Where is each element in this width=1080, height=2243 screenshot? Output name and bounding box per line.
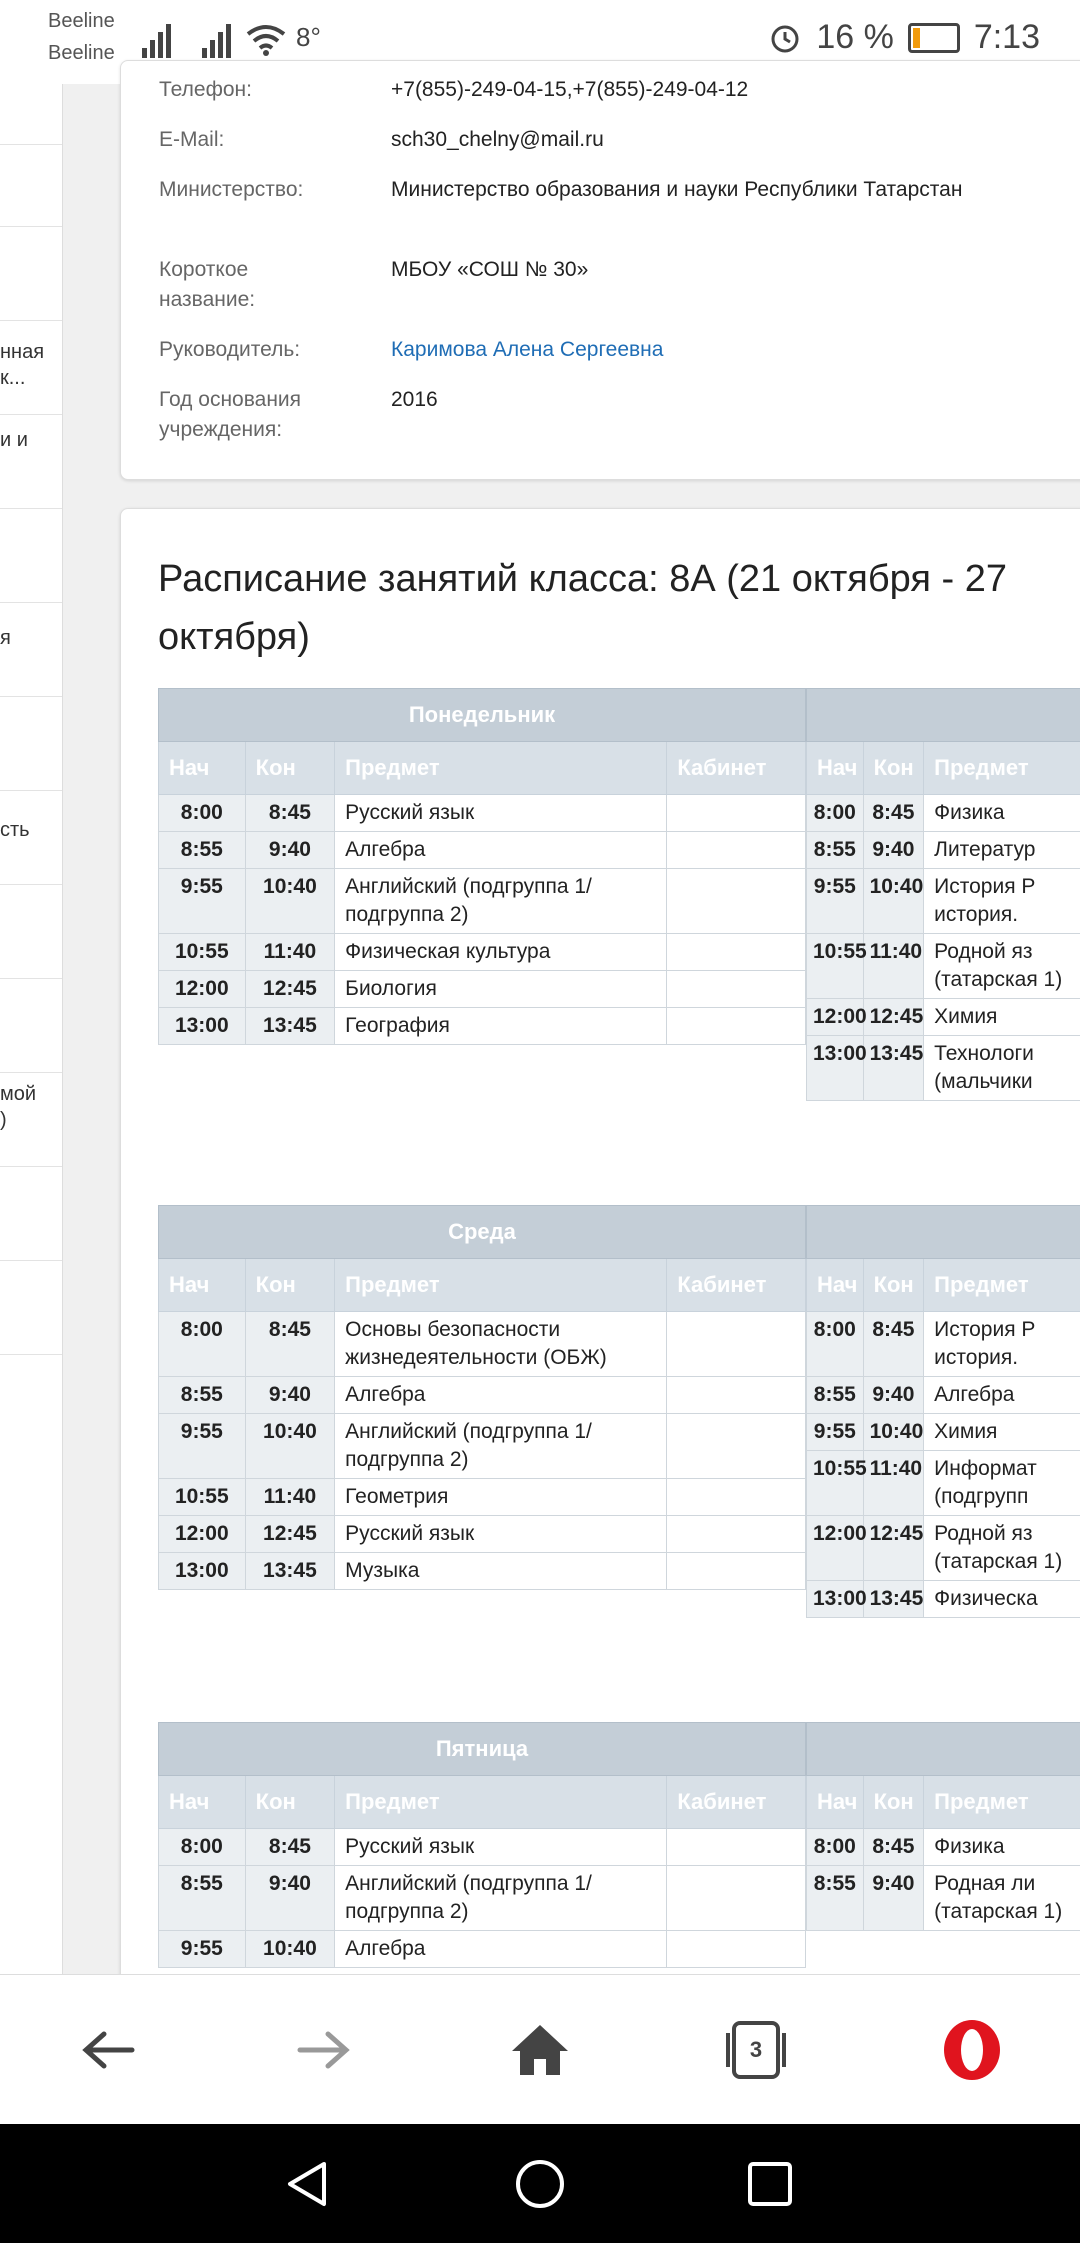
lesson-room xyxy=(667,795,806,832)
day-header-row xyxy=(159,1206,806,1259)
lesson-end: 9:40 xyxy=(245,1866,335,1931)
wifi-icon xyxy=(246,24,286,56)
opera-menu-button[interactable] xyxy=(912,1975,1032,2125)
lesson-end: 12:45 xyxy=(245,1516,335,1553)
lesson-end: 8:45 xyxy=(863,1312,924,1377)
lesson-row xyxy=(159,1866,806,1931)
lesson-row xyxy=(807,832,1080,869)
sidebar-item[interactable] xyxy=(0,696,62,791)
day-name xyxy=(807,689,1080,742)
lesson-end: 8:45 xyxy=(245,795,335,832)
lesson-row xyxy=(807,1377,1080,1414)
lesson-subject: Литератур xyxy=(924,832,1080,869)
day-table-monday xyxy=(158,688,806,1045)
home-icon xyxy=(510,2023,570,2077)
lesson-subject: Физическа xyxy=(924,1581,1080,1618)
sidebar-item[interactable] xyxy=(0,414,62,509)
lesson-end: 10:40 xyxy=(863,1414,924,1451)
info-label: Министерство: xyxy=(159,178,304,201)
lesson-subject: Алгебра xyxy=(335,1931,667,1968)
lesson-subject: История Р история. xyxy=(924,1312,1080,1377)
col-header-start: Нач xyxy=(159,1259,246,1312)
lesson-end: 8:45 xyxy=(863,795,924,832)
sidebar-item[interactable] xyxy=(0,602,62,697)
sidebar-item-label: и и xyxy=(0,429,28,451)
column-header-row xyxy=(159,1776,806,1829)
opera-logo-icon xyxy=(940,2018,1004,2082)
col-header-subject: Предмет xyxy=(335,1776,667,1829)
system-navigation-bar xyxy=(0,2124,1080,2243)
lesson-row xyxy=(159,1312,806,1377)
lesson-start: 8:00 xyxy=(807,1829,864,1866)
lesson-start: 8:55 xyxy=(159,1377,246,1414)
lesson-row xyxy=(159,1516,806,1553)
lesson-end: 9:40 xyxy=(863,832,924,869)
lesson-row xyxy=(159,832,806,869)
info-label: Руководитель: xyxy=(159,338,301,361)
day-header-row xyxy=(807,1206,1080,1259)
battery-icon xyxy=(908,23,960,53)
lesson-end: 9:40 xyxy=(863,1377,924,1414)
arrow-left-icon xyxy=(80,2028,136,2072)
director-link[interactable]: Каримова Алена Сергеевна xyxy=(391,338,664,361)
lesson-start: 8:55 xyxy=(807,1377,864,1414)
column-header-row xyxy=(159,1259,806,1312)
home-button[interactable] xyxy=(480,1975,600,2125)
lesson-subject: Музыка xyxy=(335,1553,667,1590)
lesson-subject: Химия xyxy=(924,999,1080,1036)
info-value: 2016 xyxy=(391,388,438,411)
info-label: Телефон: xyxy=(159,78,252,101)
lesson-end: 8:45 xyxy=(245,1829,335,1866)
lesson-end: 10:40 xyxy=(245,1931,335,1968)
lesson-start: 13:00 xyxy=(159,1553,246,1590)
lesson-subject: Основы безопасности жизнедеятельности (ОБЖ) xyxy=(335,1312,667,1377)
lesson-start: 9:55 xyxy=(159,1931,246,1968)
day-name: Понедельник xyxy=(159,689,806,742)
lesson-start: 9:55 xyxy=(159,869,246,934)
col-header-start: Нач xyxy=(159,1776,246,1829)
lesson-subject: Физика xyxy=(924,1829,1080,1866)
forward-button[interactable] xyxy=(264,1975,384,2125)
sidebar[interactable] xyxy=(0,84,63,1974)
lesson-subject: Геометрия xyxy=(335,1479,667,1516)
battery-percent: 16 % xyxy=(816,18,894,56)
lesson-row xyxy=(807,1451,1080,1516)
lesson-end: 8:45 xyxy=(863,1829,924,1866)
lesson-room xyxy=(667,1516,806,1553)
lesson-row xyxy=(159,1553,806,1590)
day-table-tuesday xyxy=(806,688,1080,1101)
lesson-row xyxy=(807,1581,1080,1618)
lesson-row xyxy=(807,1516,1080,1581)
lesson-subject: Родной яз (татарская 1) xyxy=(924,934,1080,999)
browser-bottom-bar xyxy=(0,1974,1080,2125)
lesson-room xyxy=(667,971,806,1008)
col-header-subject: Предмет xyxy=(335,1259,667,1312)
lesson-subject: География xyxy=(335,1008,667,1045)
sidebar-item-label: сть xyxy=(0,819,30,841)
lesson-subject: Алгебра xyxy=(924,1377,1080,1414)
col-header-end: Кон xyxy=(863,742,924,795)
day-table-friday xyxy=(158,1722,806,1968)
lesson-end: 10:40 xyxy=(245,1414,335,1479)
lesson-row xyxy=(807,1036,1080,1101)
day-header-row xyxy=(807,1723,1080,1776)
lesson-start: 13:00 xyxy=(807,1581,864,1618)
lesson-row xyxy=(159,1829,806,1866)
school-info-card xyxy=(120,60,1080,480)
sidebar-item-label: ) xyxy=(0,1109,7,1131)
day-table-wednesday xyxy=(158,1205,806,1590)
lesson-row xyxy=(159,1414,806,1479)
lesson-row xyxy=(159,1377,806,1414)
lesson-end: 12:45 xyxy=(863,1516,924,1581)
lesson-end: 11:40 xyxy=(863,934,924,999)
col-header-room: Кабинет xyxy=(667,742,806,795)
lesson-room xyxy=(667,1312,806,1377)
lesson-start: 8:00 xyxy=(807,795,864,832)
lesson-start: 9:55 xyxy=(807,869,864,934)
lesson-end: 12:45 xyxy=(863,999,924,1036)
lesson-row xyxy=(159,795,806,832)
lesson-start: 13:00 xyxy=(159,1008,246,1045)
lesson-subject: Технологи (мальчики xyxy=(924,1036,1080,1101)
col-header-end: Кон xyxy=(245,742,335,795)
lesson-row xyxy=(807,869,1080,934)
info-label: Короткое название: xyxy=(159,258,256,311)
lesson-start: 8:55 xyxy=(159,1866,246,1931)
column-header-row xyxy=(807,1259,1080,1312)
lesson-start: 9:55 xyxy=(159,1414,246,1479)
lesson-row xyxy=(159,1479,806,1516)
lesson-subject: Английский (подгруппа 1/подгруппа 2) xyxy=(335,1866,667,1931)
lesson-start: 8:00 xyxy=(159,795,246,832)
system-back-icon[interactable] xyxy=(284,2160,332,2208)
lesson-end: 13:45 xyxy=(245,1553,335,1590)
sidebar-item[interactable] xyxy=(0,226,62,321)
lesson-row xyxy=(159,934,806,971)
lesson-subject: Английский (подгруппа 1/подгруппа 2) xyxy=(335,869,667,934)
sidebar-item[interactable] xyxy=(0,1166,62,1261)
sidebar-item[interactable] xyxy=(0,1260,62,1355)
column-header-row xyxy=(159,742,806,795)
lesson-room xyxy=(667,1377,806,1414)
day-name: Среда xyxy=(159,1206,806,1259)
col-header-room: Кабинет xyxy=(667,1776,806,1829)
lesson-subject: Биология xyxy=(335,971,667,1008)
sidebar-item[interactable] xyxy=(0,978,62,1073)
lesson-row xyxy=(807,1829,1080,1866)
lesson-subject: История Р история. xyxy=(924,869,1080,934)
day-table-thursday xyxy=(806,1205,1080,1618)
lesson-row xyxy=(807,1866,1080,1931)
col-header-end: Кон xyxy=(245,1776,335,1829)
sidebar-item[interactable] xyxy=(0,320,62,415)
lesson-row xyxy=(807,999,1080,1036)
signal-icon-1 xyxy=(142,22,171,58)
lesson-subject: Русский язык xyxy=(335,795,667,832)
lesson-subject: Английский (подгруппа 1/подгруппа 2) xyxy=(335,1414,667,1479)
lesson-end: 9:40 xyxy=(245,1377,335,1414)
info-label: Год основания учреждения: xyxy=(159,388,302,441)
lesson-subject: Родной яз (татарская 1) xyxy=(924,1516,1080,1581)
lesson-end: 13:45 xyxy=(245,1008,335,1045)
tabs-count: 3 xyxy=(749,2037,763,2062)
lesson-start: 12:00 xyxy=(807,999,864,1036)
lesson-row xyxy=(807,795,1080,832)
lesson-start: 10:55 xyxy=(159,1479,246,1516)
clock: 7:13 xyxy=(973,18,1040,56)
tabs-button[interactable] xyxy=(696,1975,816,2125)
lesson-start: 12:00 xyxy=(159,971,246,1008)
col-header-start: Нач xyxy=(807,1259,864,1312)
lesson-room xyxy=(667,1866,806,1931)
lesson-start: 13:00 xyxy=(807,1036,864,1101)
col-header-room: Кабинет xyxy=(667,1259,806,1312)
sidebar-item[interactable] xyxy=(0,508,62,603)
lesson-row xyxy=(807,1312,1080,1377)
lesson-room xyxy=(667,1829,806,1866)
lesson-start: 8:55 xyxy=(807,832,864,869)
lesson-start: 8:00 xyxy=(159,1829,246,1866)
lesson-start: 8:55 xyxy=(159,832,246,869)
day-name: Пятница xyxy=(159,1723,806,1776)
col-header-start: Нач xyxy=(807,742,864,795)
lesson-end: 12:45 xyxy=(245,971,335,1008)
lesson-start: 10:55 xyxy=(807,1451,864,1516)
lesson-row xyxy=(807,934,1080,999)
col-header-start: Нач xyxy=(807,1776,864,1829)
lesson-room xyxy=(667,832,806,869)
sidebar-item[interactable] xyxy=(0,144,62,227)
arrow-right-icon xyxy=(296,2028,352,2072)
day-name xyxy=(807,1723,1080,1776)
lesson-row xyxy=(159,869,806,934)
lesson-subject: Алгебра xyxy=(335,1377,667,1414)
lesson-start: 8:00 xyxy=(807,1312,864,1377)
carrier-label-2: Beeline xyxy=(48,42,115,64)
lesson-row xyxy=(807,1414,1080,1451)
day-header-row xyxy=(159,1723,806,1776)
system-recents-icon[interactable] xyxy=(746,2160,794,2208)
day-header-row xyxy=(159,689,806,742)
day-table-saturday xyxy=(806,1722,1080,1931)
sidebar-item-label: я xyxy=(0,627,11,649)
lesson-room xyxy=(667,1553,806,1590)
col-header-start: Нач xyxy=(159,742,246,795)
col-header-subject: Предмет xyxy=(924,1259,1080,1312)
signal-icon-2 xyxy=(202,22,231,58)
lesson-room xyxy=(667,1008,806,1045)
info-value: Министерство образования и науки Республики Татарстан xyxy=(391,178,963,201)
day-name xyxy=(807,1206,1080,1259)
lesson-start: 10:55 xyxy=(159,934,246,971)
lesson-row xyxy=(159,1931,806,1968)
lesson-subject: Физика xyxy=(924,795,1080,832)
col-header-end: Кон xyxy=(863,1776,924,1829)
lesson-room xyxy=(667,1931,806,1968)
info-value: МБОУ «СОШ № 30» xyxy=(391,258,589,281)
carrier-label-1: Beeline xyxy=(48,10,115,32)
lesson-end: 9:40 xyxy=(863,1866,924,1931)
col-header-subject: Предмет xyxy=(924,742,1080,795)
lesson-end: 8:45 xyxy=(245,1312,335,1377)
lesson-room xyxy=(667,934,806,971)
lesson-end: 11:40 xyxy=(245,1479,335,1516)
lesson-subject: Информат (подгрупп xyxy=(924,1451,1080,1516)
day-header-row xyxy=(807,689,1080,742)
sidebar-item-label: нная xyxy=(0,341,45,363)
lesson-start: 8:00 xyxy=(159,1312,246,1377)
lesson-row xyxy=(159,1008,806,1045)
lesson-start: 12:00 xyxy=(159,1516,246,1553)
lesson-subject: Физическая культура xyxy=(335,934,667,971)
lesson-row xyxy=(159,971,806,1008)
alarm-icon xyxy=(768,21,802,55)
info-value: +7(855)-249-04-15,+7(855)-249-04-12 xyxy=(391,78,749,101)
back-button[interactable] xyxy=(48,1975,168,2125)
schedule-title: Расписание занятий класса: 8А (21 октября - 27 октября) xyxy=(158,558,1007,658)
lesson-room xyxy=(667,1414,806,1479)
lesson-subject: Русский язык xyxy=(335,1516,667,1553)
lesson-subject: Алгебра xyxy=(335,832,667,869)
email-value: sch30_chelny@mail.ru xyxy=(391,128,604,151)
lesson-subject: Химия xyxy=(924,1414,1080,1451)
lesson-start: 10:55 xyxy=(807,934,864,999)
lesson-room xyxy=(667,869,806,934)
lesson-room xyxy=(667,1479,806,1516)
col-header-end: Кон xyxy=(863,1259,924,1312)
lesson-end: 11:40 xyxy=(863,1451,924,1516)
lesson-end: 10:40 xyxy=(863,869,924,934)
lesson-end: 13:45 xyxy=(863,1581,924,1618)
sidebar-item[interactable] xyxy=(0,84,62,145)
sidebar-item-label: мой xyxy=(0,1083,37,1105)
col-header-subject: Предмет xyxy=(335,742,667,795)
column-header-row xyxy=(807,742,1080,795)
system-home-icon[interactable] xyxy=(514,2158,566,2210)
lesson-end: 9:40 xyxy=(245,832,335,869)
sidebar-item[interactable] xyxy=(0,1072,62,1167)
sidebar-item-label: к... xyxy=(0,367,26,389)
info-row-phone xyxy=(121,75,1080,105)
lesson-start: 8:55 xyxy=(807,1866,864,1931)
lesson-start: 12:00 xyxy=(807,1516,864,1581)
info-label: E-Mail: xyxy=(159,128,225,151)
lesson-subject: Родная ли (татарская 1) xyxy=(924,1866,1080,1931)
data-indicator: 8° xyxy=(296,22,321,52)
lesson-start: 9:55 xyxy=(807,1414,864,1451)
lesson-subject: Русский язык xyxy=(335,1829,667,1866)
lesson-end: 10:40 xyxy=(245,869,335,934)
col-header-end: Кон xyxy=(245,1259,335,1312)
lesson-end: 11:40 xyxy=(245,934,335,971)
sidebar-item[interactable] xyxy=(0,884,62,979)
col-header-subject: Предмет xyxy=(924,1776,1080,1829)
column-header-row xyxy=(807,1776,1080,1829)
sidebar-item[interactable] xyxy=(0,790,62,885)
lesson-end: 13:45 xyxy=(863,1036,924,1101)
